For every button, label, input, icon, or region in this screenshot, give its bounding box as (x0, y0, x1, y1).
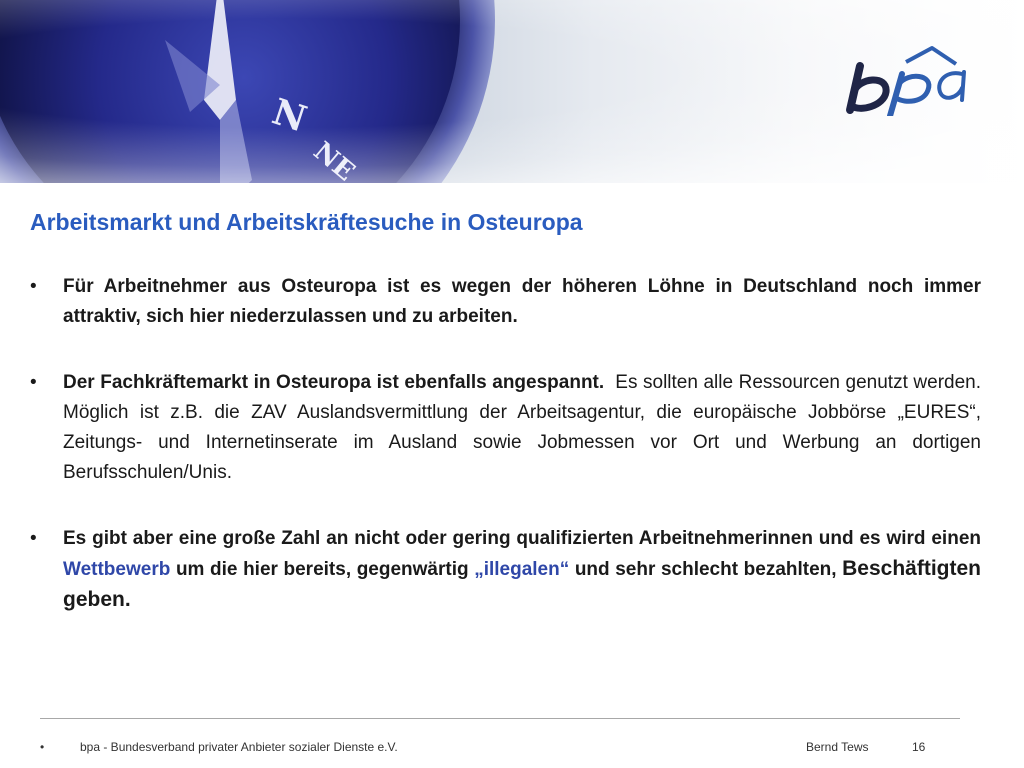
footer-bullet: • (40, 740, 45, 754)
bullet-marker: • (30, 276, 37, 297)
highlight-wettbewerb: Wettbewerb (63, 559, 171, 580)
bullet-text: Es sollten alle Ressourcen genutzt werden. Möglich ist z.B. die ZAV Auslandsvermittlung der Arbeitsagentur, die europäische Jobbörse „EURES“, Zeitungs- und Internetinserate im Ausland sowie Jobmessen vor Ort und Werbung an dortigen Berufsschulen/Unis. (63, 372, 982, 483)
footer-page-number: 16 (912, 740, 926, 754)
footer-divider (40, 718, 960, 719)
highlight-illegalen: „illegalen“ (474, 559, 570, 580)
bpa-logo (844, 44, 974, 116)
bullet-item-3 (30, 524, 981, 616)
bullet-text: Es gibt aber eine große Zahl an nicht oder gering qualifizierten Arbeitnehmerinnen und es wird einen (63, 528, 981, 549)
header-banner (0, 0, 1024, 183)
bullet-emphasis-text: Beschäftigten geben. (63, 557, 981, 611)
bullet-bold-text: Der Fachkräftemarkt in Osteuropa ist ebenfalls angespannt. (63, 372, 605, 393)
bullet-text: Für Arbeitnehmer aus Osteuropa ist es wegen der höheren Löhne in Deutschland noch immer attraktiv, sich hier niederzulassen und zu arbeiten. (63, 276, 981, 327)
bullet-text: und sehr schlecht bezahlten, (574, 559, 837, 580)
bullet-marker: • (30, 528, 37, 549)
slide-title: Arbeitsmarkt und Arbeitskräftesuche in Osteuropa (30, 209, 583, 235)
bullet-item-1 (30, 272, 981, 332)
bullet-text: um die hier bereits, gegenwärtig (175, 559, 469, 580)
bullet-list (30, 272, 981, 616)
footer-organization: bpa - Bundesverband privater Anbieter sozialer Dienste e.V. (80, 740, 398, 754)
footer-author: Bernd Tews (806, 740, 869, 754)
bullet-item-2 (30, 368, 981, 488)
bullet-marker: • (30, 372, 37, 393)
